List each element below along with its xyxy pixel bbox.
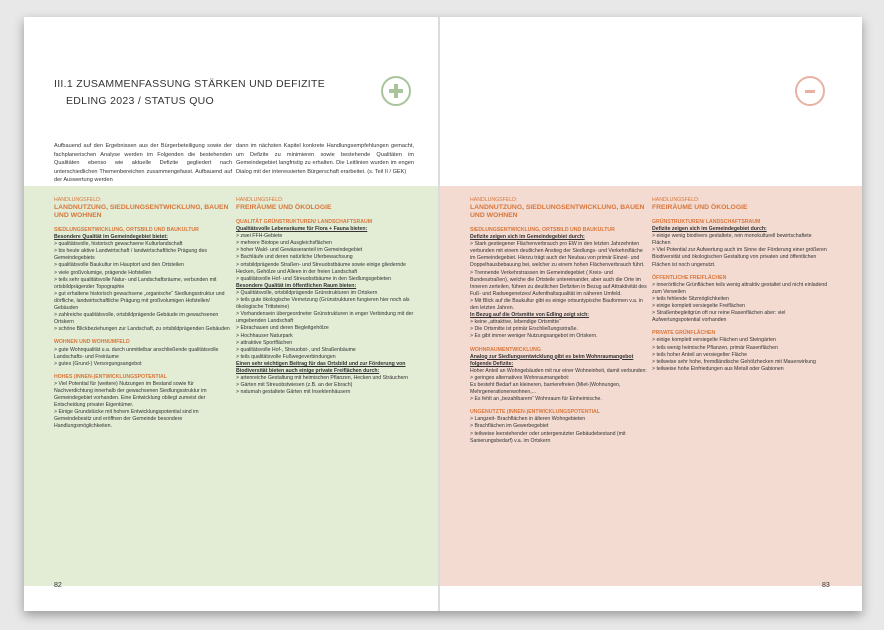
subheading: Analog zur Siedlungsentwicklung gibt es beim Wohnraumangebot folgende Defizite: xyxy=(470,353,634,367)
page-number-left: 82 xyxy=(54,582,62,589)
chapter-subtitle: EDLING 2023 / STATUS QUO xyxy=(66,95,215,107)
subheading: Besondere Qualität im öffentlichen Raum bieten: xyxy=(236,282,357,289)
bullet-item: > gut erhaltene historisch gewachsene „organische“ Siedlungsstruktur und dörfliche, landwirtschaftliche Prägung mit großvolumigen Hofstellen/ Gebäuden xyxy=(54,290,225,312)
book-gutter xyxy=(438,17,440,611)
bullet-item: > Einige Grundstücke mit hohem Entwicklungspotential sind im Gemeindebesitz und eröffnen der Gemeinde besondere Handlungsmöglichkeiten. xyxy=(54,409,199,430)
column-strengths-open-space xyxy=(236,197,414,396)
book-spread xyxy=(24,17,862,611)
column-deficits-settlement xyxy=(470,197,648,445)
bullet-item: > Es gibt immer weniger Nutzungsangebot im Ortskern. xyxy=(470,333,598,340)
subheading: Defizite zeigen sich im Gemeindegebiet durch: xyxy=(652,226,767,233)
bullet-item: Es besteht Bedarf an kleineren, barrierefreien (Miet-)Wohnungen, Mehrgenerationenwohnen,... xyxy=(470,381,621,396)
bullet-item: > teils fehlende Sitzmöglichkeiten xyxy=(652,295,729,302)
bullet-item: > ortsbildprägende Straßen- und Streuobstbäume sowie einige gliedernde Hecken, Gehölze und Alleen in der freien Landschaft xyxy=(236,261,406,275)
section-heading: UNGENUTZTE (INNEN-)ENTWICKLUNGSPOTENTIAL xyxy=(470,409,600,416)
bullet-item: > teils hoher Anteil an versiegelter Fläche xyxy=(652,351,748,358)
section-heading: HOHES (INNEN-)ENTWICKLUNGSPOTENTIAL xyxy=(54,373,167,380)
field-heading: LANDNUTZUNG, SIEDLUNGSENTWICKLUNG, BAUEN UND WOHNEN xyxy=(54,204,229,219)
bullet-item: > qualitätsvolle Hof-, Streuobst-, und Straßenbäume xyxy=(236,346,356,353)
bullet-item: Hoher Anteil an Wohngebäuden mit nur einer Wohneinheit, damit verbunden: xyxy=(470,367,647,374)
section-heading: SIEDLUNGSENTWICKLUNG, ORTSBILD UND BAUKULTUR xyxy=(470,227,615,233)
subheading: Besondere Qualität im Gemeindegebiet bietet: xyxy=(54,234,168,241)
bullet-item: > teilweise sehr hohe, fremdländische Gehölzhecken mit Mauerwirkung xyxy=(652,358,816,365)
field-heading: HANDLUNGSFELD: xyxy=(54,197,102,203)
bullet-item: > Die Ortsmitte ist primär Erschließungsstraße. xyxy=(470,326,578,333)
bullet-item: > Viel Potential zur Aufwertung auch im Sinne der Förderung einer größeren Biodiversität und ökologischen Gestaltung von privaten und öffentlichen Flächen ist noch ungenutzt. xyxy=(652,247,827,268)
section-heading: WOHNRAUMENTWICKLUNG xyxy=(470,346,541,353)
bullet-item: > innerörtliche Grünflächen teils wenig attraktiv gestaltet und nicht einladend zum Verweilen xyxy=(652,281,828,295)
bullet-item: > hoher Wald- und Gewässeranteil im Gemeindegebiet xyxy=(236,247,363,254)
field-heading: LANDNUTZUNG, SIEDLUNGSENTWICKLUNG, BAUEN UND WOHNEN xyxy=(470,204,645,219)
bullet-item: > teilweise hohe Einfriedungen aus Metall oder Gabionen xyxy=(652,365,784,372)
field-heading: FREIRÄUME UND ÖKOLOGIE xyxy=(652,204,748,211)
bullet-item: > einige komplett versiegelte Flächen und Steingärten xyxy=(652,337,776,344)
page-number-right: 83 xyxy=(822,582,830,589)
column-strengths-settlement xyxy=(54,197,232,431)
section-heading: QUALITÄT GRÜNSTRUKTUREN/ LANDSCHAFTSRAUM xyxy=(236,219,373,225)
field-heading: HANDLUNGSFELD: xyxy=(236,197,284,203)
bullet-item: > Trennende Verkehrstrassen im Gemeindegebiet ( Kreis- und Bundesstraßen), welche die Ortsteile untereinander, aber auch die Orte im Inneren zerteilen, führen zu deutlichen Defiziten in Bezug auf Attraktivität des Fuß- und Radwegenetzes/ Aufenthaltsqualität im näheren Umfeld. xyxy=(470,269,647,297)
section-heading: PRIVATE GRÜNFLÄCHEN xyxy=(652,330,716,337)
bullet-item: > Gärten mit Streuobstwiesen (z.B. an der Ebrach) xyxy=(236,382,353,389)
bullet-item: > attraktive Sportflächen xyxy=(236,339,293,346)
bullet-item: > gutes (Grund-) Versorgungsangebot xyxy=(54,360,142,367)
bullet-item: > gute Wohnqualität u.a. durch unmittelbar anschließende qualitätsvolle Landschafts- und Freiräume xyxy=(54,346,219,360)
section-heading: ÖFFENTLICHE FREIFLÄCHEN xyxy=(652,274,727,281)
bullet-item: > keine „attraktive, lebendige Ortsmitte“ xyxy=(470,319,561,326)
subheading: Einen sehr wichtigen Beitrag für das Ortsbild und zur Förderung von Biodiversität bieten auch einige private Freiflächen durch: xyxy=(236,360,406,374)
bullet-item: > mehrere Biotope und Ausgleichsflächen xyxy=(236,240,332,247)
bullet-item: > Straßenbegleitgrün oft nur reine Rasenflächen aber: viel Aufwertungspotential vorhanden xyxy=(652,310,786,324)
bullet-item: > Brachflächen im Gewerbegebiet xyxy=(470,423,549,430)
bullet-item: > teils sehr qualitätsvolle Natur- und Landschaftsräume, verbunden mit ortsbildprägender Topographie xyxy=(54,276,217,290)
bullet-item: > qualitätsvolle, historisch gewachsene Kulturlandschaft xyxy=(54,241,183,248)
bullet-item: > Bachläufe und deren natürliche Uferbewachsung xyxy=(236,254,353,261)
bullet-item: > geringes alternatives Wohnraumangebot: xyxy=(470,374,570,381)
bullet-item: > einige wenig biodivers gestaltete, rein monokulturell bewirtschaftete Flächen xyxy=(652,233,812,247)
minus-icon xyxy=(795,76,825,106)
section-heading: WOHNEN UND WOHNUMFELD xyxy=(54,339,130,346)
field-heading: HANDLUNGSFELD: xyxy=(652,197,700,203)
field-heading: FREIRÄUME UND ÖKOLOGIE xyxy=(236,204,332,211)
bullet-item: > zwei FFH-Gebiete xyxy=(236,233,283,240)
chapter-title: III.1 ZUSAMMENFASSUNG STÄRKEN UND DEFIZITE xyxy=(54,78,326,90)
bullet-item: > Ebrachauen und deren Begleitgehölze xyxy=(236,325,329,332)
bullet-item: > Viel Potential für (weitere) Nutzungen im Bestand sowie für Nachverdichtung innerhalb der gewachsenen Siedlungsstruktur im Gemeindegebiet vorhanden. Eine Entwicklung obliegt zumeist der Entscheidung privater Eigentümer. xyxy=(54,380,207,409)
bullet-item: > schöne Blickbeziehungen zur Landschaft, zu ortsbildprägenden Gebäuden xyxy=(54,326,230,333)
subheading: In Bezug auf die Ortsmitte von Edling zeigt sich: xyxy=(470,312,590,319)
section-heading: GRÜNSTRUKTUREN/ LANDSCHAFTSRAUM xyxy=(652,219,761,225)
bullet-item: > bis heute aktive Landwirtschaft / landwirtschaftliche Prägung des Gemeindegebiets xyxy=(54,248,207,262)
section-heading: SIEDLUNGSENTWICKLUNG, ORTSBILD UND BAUKULTUR xyxy=(54,227,199,233)
intro-text-left: Aufbauend auf den Ergebnissen aus der Bürgerbeteiligung sowie der fachplanerischen Analyse werden im Folgenden die bestehenden Qualitäten ebenso wie aktuelle Defizite gegliedert nach unterschiedlichen Themenbereichen zusammengefasst. Aufbauend auf der Auswertung werden xyxy=(54,143,232,183)
bullet-item: > teils wenig heimische Pflanzen, primär Rasenflächen xyxy=(652,344,778,351)
bullet-item: > Langzeit- Brachflächen in älteren Wohngebieten xyxy=(470,416,586,423)
field-heading: HANDLUNGSFELD: xyxy=(470,197,518,203)
bullet-item: > zahlreiche qualitätsvolle, ortsbildprägende Gebäude im gewachsenen Ortskern xyxy=(54,312,219,326)
subheading: Qualitätsvolle Lebensräume für Flora + Fauna bieten: xyxy=(236,226,368,233)
plus-icon xyxy=(381,76,411,106)
bullet-item: > qualitätsvolle Hof- und Streuobstbäume in den Siedlungsgebieten xyxy=(236,275,392,282)
bullet-item: > Mit Blick auf die Baukultur gibt es einige ortsuntypische Bauformen v.a. in den letzten Jahren. xyxy=(470,297,643,312)
bullet-item: > teilweise leerstehender oder untergenutzter Gebäudebestand (mit Sanierungsbedarf) v.a. im Ortskern xyxy=(470,430,626,444)
bullet-item: > teils qualitätsvolle Fußwegeverbindungen xyxy=(236,353,336,360)
bullet-item: > Hochhauser Naturpark xyxy=(236,332,293,339)
bullet-item: > Vorhandensein übergeordneter Grünstrukturen in enger Verbindung mit der umgebenden Landschaft xyxy=(236,311,414,325)
intro-text-right: dann im nächsten Kapitel konkrete Handlungsempfehlungen gemacht, um Defizite zu minimieren sowie bestehende Qualitäten im Gemeindegebiet langfristig zu erhalten. Die Leitlinien wurden im engen Dialog mit der interessierten Bürgerschaft erarbeitet. (s. Teil II / GEK) xyxy=(236,143,414,175)
bullet-item: > teils gute ökologische Vernetzung (Grünstrukturen fungieren hier noch als ökologische Trittsteine) xyxy=(236,297,410,311)
column-deficits-open-space xyxy=(652,197,830,373)
bullet-item: > Qualitätsvolle, ortsbildprägende Grünstrukturen im Ortskern xyxy=(236,289,378,296)
bullet-item: > Stark gestiegener Flächenverbrauch pro EW in den letzten Jahrzehnten verbunden mit einem deutlichen Anstieg der Siedlungs- und Verkehrsfläche im Gemeindegebiet. Hierzu trägt auch der Neubau von primär Einzel- und Doppelhausbebauung bei, welcher zu einem hohen Flächenverbrauch führt. xyxy=(470,241,645,269)
bullet-item: > artenreiche Gestaltung mit heimischen Pflanzen, Hecken und Sträuchern xyxy=(236,375,409,382)
bullet-item: > einige komplett versiegelte Freiflächen xyxy=(652,303,745,310)
subheading: Defizite zeigen sich im Gemeindegebiet durch: xyxy=(470,234,585,241)
bullet-item: > naturnah gestaltete Gärten mit Insektenhäusern xyxy=(236,389,351,396)
bullet-item: > Es fehlt an „bezahlbarem“ Wohnraum für Einheimische. xyxy=(470,396,602,403)
bullet-item: > viele großvolumige, prägende Hofstellen xyxy=(54,269,152,276)
bullet-item: > qualitätsvolle Baukultur im Hauptort und den Ortsteilen xyxy=(54,262,184,269)
